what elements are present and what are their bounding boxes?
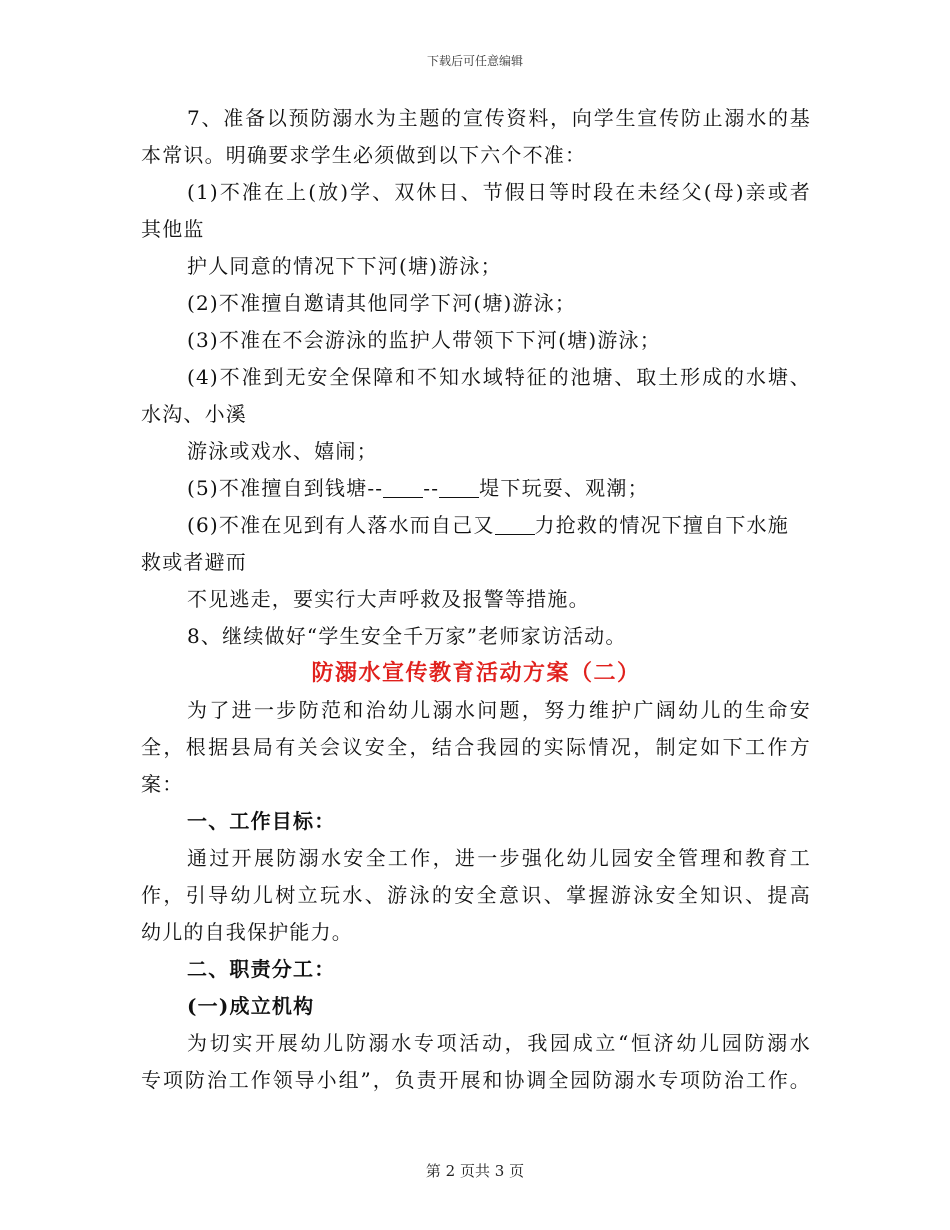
text-line: 作，引导幼儿树立玩水、游泳的安全意识、掌握游泳安全知识、提高 (141, 883, 811, 907)
text-line: 8、继续做好“学生安全千万家”老师家访活动。 (187, 624, 627, 648)
text-line: (4)不准到无安全保障和不知水域特征的池塘、取土形成的水塘、 (187, 365, 811, 389)
text-segment: 力抢救的情况下擅自下水施 (534, 513, 789, 537)
section-title: 防溺水宣传教育活动方案（二） (311, 660, 641, 686)
text-line: 幼儿的自我保护能力。 (141, 920, 353, 944)
fill-blank-underline (383, 479, 423, 498)
document-body (141, 108, 811, 1107)
text-line (141, 478, 811, 498)
text-line (141, 515, 811, 535)
text-line: (2)不准擅自邀请其他同学下河(塘)游泳； (187, 291, 577, 315)
text-segment: (6)不准在见到有人落水而自己又 (187, 513, 495, 537)
text-line: 为了进一步防范和治幼儿溺水问题，努力维护广阔幼儿的生命安 (187, 698, 811, 722)
text-line: 为切实开展幼儿防溺水专项活动，我园成立“恒济幼儿园防溺水 (187, 1031, 811, 1055)
text-line: 游泳或戏水、嬉闹； (187, 439, 378, 463)
text-line: 全，根据县局有关会议安全，结合我园的实际情况，制定如下工作方 (141, 735, 811, 759)
text-line: 本常识。明确要求学生必须做到以下六个不准： (141, 143, 587, 167)
text-segment: (5)不准擅自到钱塘-- (187, 476, 384, 500)
text-line: 其他监 (141, 217, 205, 241)
page-footer: 第 2 页共 3 页 (425, 1162, 525, 1180)
text-line: 救或者避而 (141, 550, 247, 574)
text-segment: 堤下玩耍、观潮； (479, 476, 649, 500)
text-line: 7、准备以预防溺水为主题的宣传资料，向学生宣传防止溺水的基 (187, 106, 811, 130)
text-line: 护人同意的情况下下河(塘)游泳； (187, 254, 502, 278)
section-heading: 二、职责分工： (187, 957, 336, 981)
text-line: 不见逃走，要实行大声呼救及报警等措施。 (187, 587, 590, 611)
fill-blank-underline (495, 516, 535, 535)
section-heading: (一)成立机构 (187, 994, 315, 1018)
text-line: (1)不准在上(放)学、双休日、节假日等时段在未经父(母)亲或者 (187, 180, 811, 204)
text-line: 专项防治工作领导小组”，负责开展和协调全园防溺水专项防治工作。 (141, 1068, 811, 1092)
text-line: 案： (141, 772, 184, 796)
text-line: 水沟、小溪 (141, 402, 247, 426)
text-line: 通过开展防溺水安全工作，进一步强化幼儿园安全管理和教育工 (187, 846, 811, 870)
page-header-note: 下载后可任意编辑 (426, 54, 523, 68)
text-segment: -- (423, 476, 440, 500)
text-line: (3)不准在不会游泳的监护人带领下下河(塘)游泳； (187, 328, 661, 352)
fill-blank-underline (439, 479, 479, 498)
section-heading: 一、工作目标： (187, 809, 336, 833)
